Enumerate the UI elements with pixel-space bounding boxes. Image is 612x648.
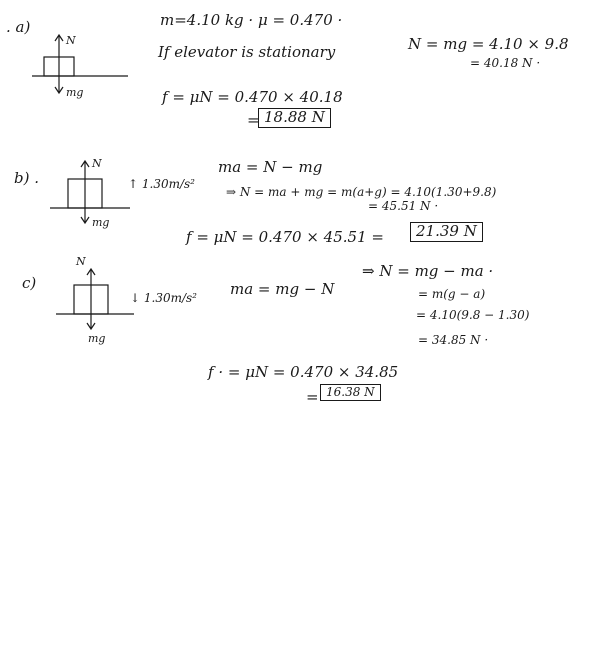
part-b-free-body-diagram <box>48 152 138 232</box>
part-c-solve-2: = m(g − a) <box>418 287 486 301</box>
part-a-weight-label: mg <box>66 86 84 99</box>
part-a-normal-eq: N = mg = 4.10 × 9.8 <box>408 35 569 53</box>
part-c-normal-result: = 34.85 N · <box>418 333 489 347</box>
part-c-newton-eq: ma = mg − N <box>230 280 335 298</box>
part-b-friction-eq: f = μN = 0.470 × 45.51 = <box>186 228 384 246</box>
part-b-weight-label: mg <box>92 216 110 229</box>
part-b-solve: ⇒ N = ma + mg = m(a+g) = 4.10(1.30+9.8) <box>226 185 497 199</box>
part-a-given: m=4.10 kg · μ = 0.470 · <box>160 11 343 29</box>
part-a-friction-eq: f = μN = 0.470 × 40.18 <box>162 88 343 106</box>
part-a-normal-result: = 40.18 N · <box>470 56 541 70</box>
part-c-solve-1: ⇒ N = mg − ma · <box>362 262 494 280</box>
part-a-free-body-diagram <box>30 30 140 100</box>
part-b-label: b) . <box>14 169 39 187</box>
part-b-friction-answer: 21.39 N <box>410 222 483 242</box>
part-b-acceleration: ↑ 1.30m/s² <box>128 177 195 191</box>
part-c-label: c) <box>22 274 37 292</box>
part-c-friction-eq-sign: = <box>306 388 319 406</box>
part-c-friction-eq: f · = μN = 0.470 × 34.85 <box>208 363 399 381</box>
part-a-normal-label: N <box>66 34 76 47</box>
part-b-normal-result: = 45.51 N · <box>368 199 439 213</box>
part-c-friction-answer: 16.38 N <box>320 384 381 401</box>
part-a-friction-eq-sign: = <box>247 111 260 129</box>
part-b-normal-label: N <box>92 157 102 170</box>
part-c-solve-3: = 4.10(9.8 − 1.30) <box>416 308 530 322</box>
part-c-weight-label: mg <box>88 332 106 345</box>
part-b-newton-eq: ma = N − mg <box>218 158 323 176</box>
part-a-condition: If elevator is stationary <box>158 43 336 61</box>
part-a-friction-answer: 18.88 N <box>258 108 331 128</box>
part-c-normal-label: N <box>76 255 86 268</box>
part-a-label: . a) <box>6 18 31 36</box>
part-c-acceleration: ↓ 1.30m/s² <box>130 291 197 305</box>
